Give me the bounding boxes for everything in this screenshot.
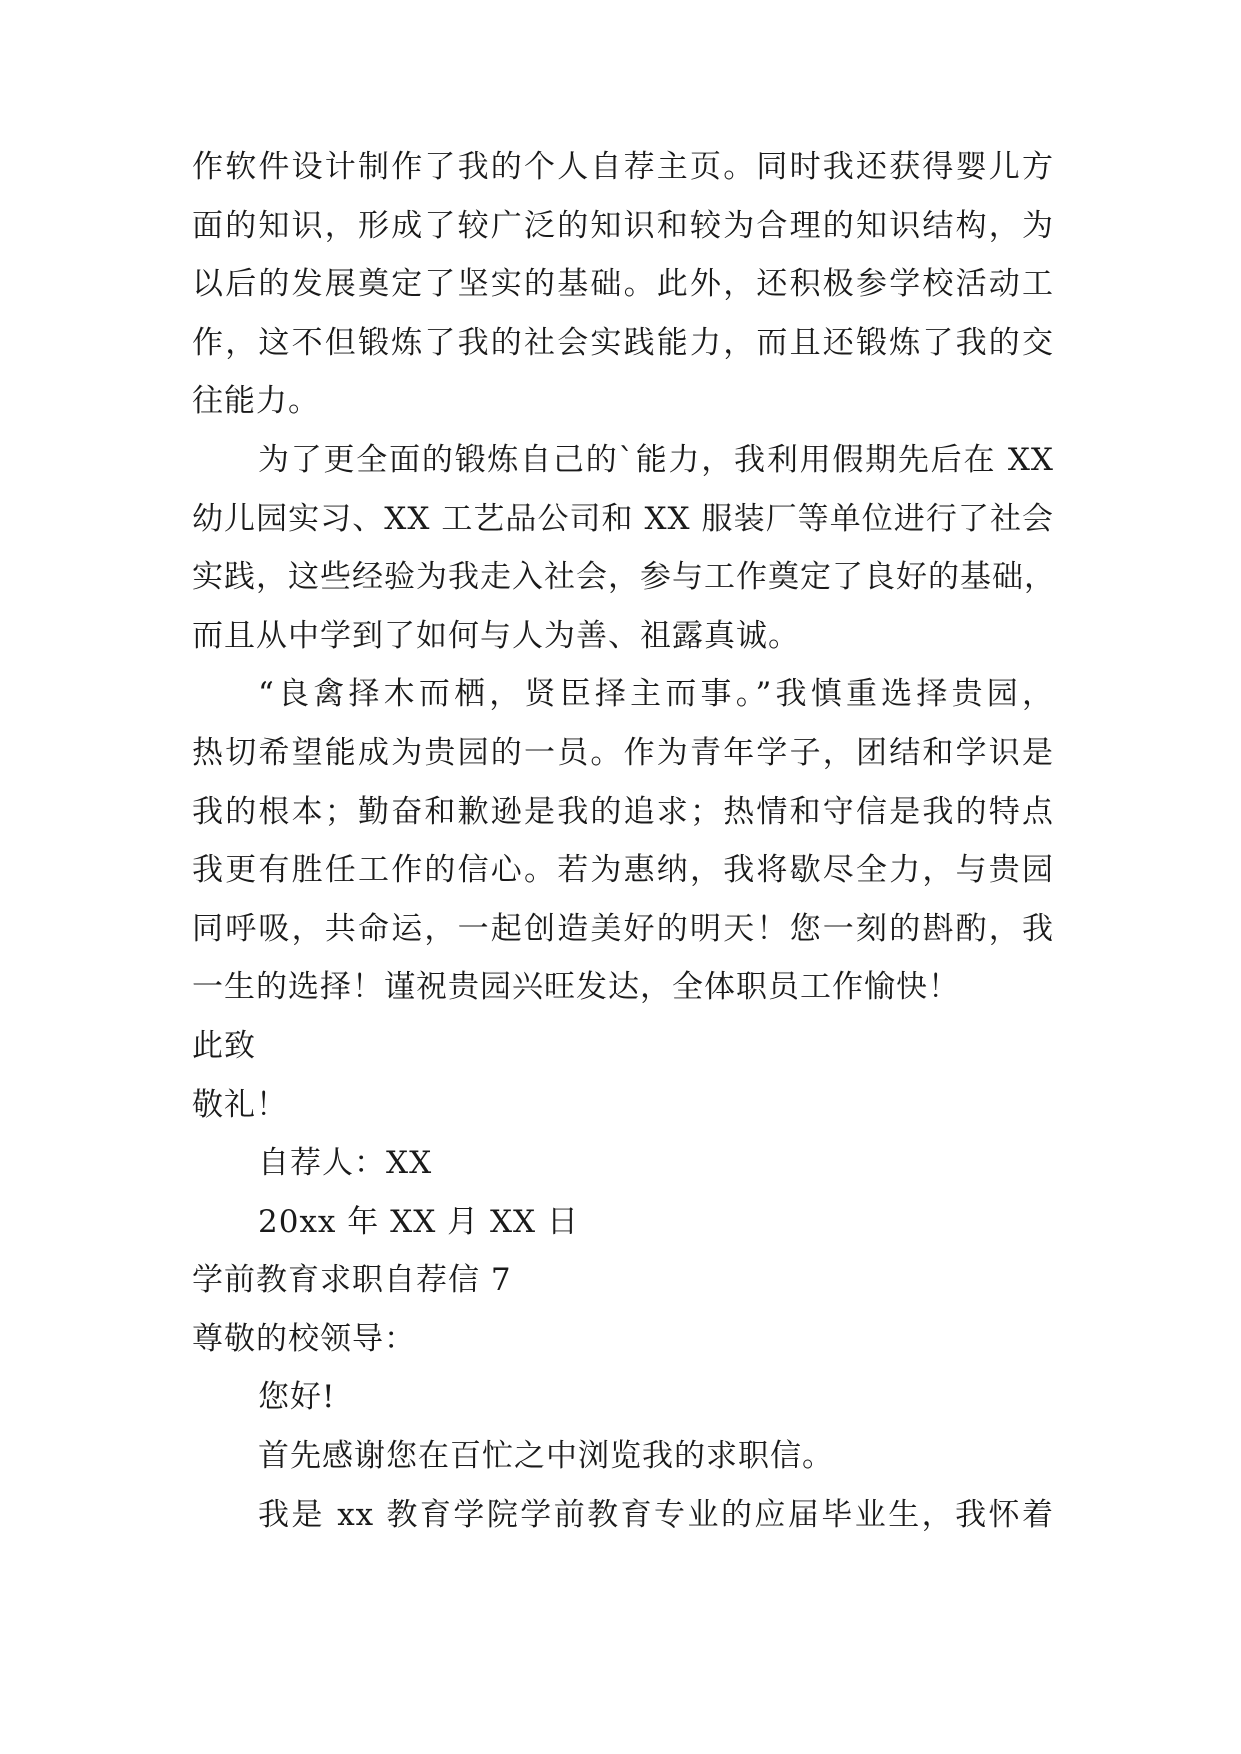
body-text-line: 我的根本；勤奋和歉逊是我的追求；热情和守信是我的特点 bbox=[192, 793, 1054, 830]
body-text-line: 一生的选择！谨祝贵园兴旺发达，全体职员工作愉快！ bbox=[192, 969, 960, 1006]
closing-salute: 敬礼！ bbox=[192, 1086, 288, 1123]
body-text-line: 以后的发展奠定了坚实的基础。此外，还积极参学校活动工 bbox=[192, 266, 1054, 303]
body-text-line: 首先感谢您在百忙之中浏览我的求职信。 bbox=[258, 1438, 834, 1475]
body-text-line: 面的知识，形成了较广泛的知识和较为合理的知识结构，为 bbox=[192, 207, 1054, 244]
letter-title: 学前教育求职自荐信 7 bbox=[192, 1262, 512, 1299]
body-text-line: 同呼吸，共命运，一起创造美好的明天！您一刻的斟酌，我 bbox=[192, 910, 1054, 947]
date-line: 20xx 年 XX 月 XX 日 bbox=[258, 1203, 579, 1240]
body-text-line: 作软件设计制作了我的个人自荐主页。同时我还获得婴儿方 bbox=[192, 149, 1054, 185]
body-text-line: 热切希望能成为贵园的一员。作为青年学子，团结和学识是 bbox=[192, 734, 1054, 771]
body-text-line: 幼儿园实习、XX 工艺品公司和 XX 服装厂等单位进行了社会 bbox=[192, 500, 1054, 537]
closing-line: 此致 bbox=[192, 1027, 256, 1064]
body-text-line: 作，这不但锻炼了我的社会实践能力，而且还锻炼了我的交 bbox=[192, 324, 1054, 361]
greeting: 您好! bbox=[258, 1379, 336, 1416]
signature: 自荐人：XX bbox=[258, 1145, 433, 1182]
body-text-line: 实践，这些经验为我走入社会，参与工作奠定了良好的基础， bbox=[192, 559, 1056, 596]
body-text-line: 我更有胜任工作的信心。若为惠纳，我将歇尽全力，与贵园 bbox=[192, 852, 1054, 889]
body-text-line: 为了更全面的锻炼自己的`能力，我利用假期先后在 XX bbox=[258, 441, 1054, 478]
body-text-line: 往能力。 bbox=[192, 383, 320, 420]
document-page bbox=[192, 138, 1054, 1544]
body-text-line: 我是 xx 教育学院学前教育专业的应届毕业生，我怀着 bbox=[258, 1496, 1054, 1533]
salutation: 尊敬的校领导： bbox=[192, 1320, 416, 1357]
body-text-line: “良禽择木而栖，贤臣择主而事。”我慎重选择贵园， bbox=[258, 676, 1054, 713]
body-text-line: 而且从中学到了如何与人为善、祖露真诚。 bbox=[192, 617, 800, 654]
